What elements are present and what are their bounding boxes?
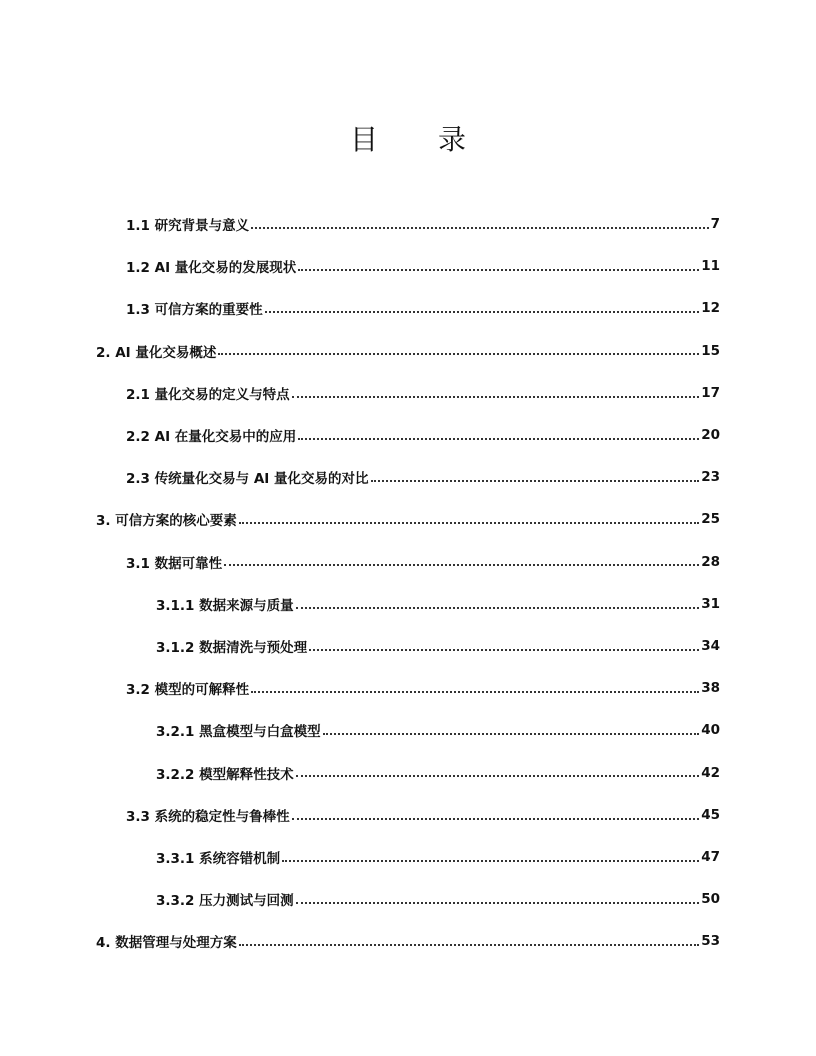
toc-dot-leader [296,888,700,904]
toc-dot-leader [309,635,699,651]
toc-entry[interactable] [96,330,720,372]
toc-entry-page-number: 34 [701,638,720,654]
toc-dot-leader [292,382,700,398]
toc-entry-page-number: 17 [701,384,720,401]
toc-entry[interactable] [126,372,720,414]
toc-entry[interactable] [126,203,720,245]
toc-entry[interactable] [156,836,720,878]
toc-title [0,118,816,158]
toc-entry-page-number: 47 [701,849,720,865]
toc-entry[interactable] [126,541,720,583]
toc-entry[interactable] [126,414,720,456]
toc-entry-page-number: 7 [710,216,720,232]
toc-dot-leader [296,762,700,778]
toc-entry-page-number: 42 [701,764,720,781]
toc-dot-leader [218,340,699,356]
toc-dot-leader [251,677,699,693]
toc-entry-label: 3.2.2 模型解释性技术 [156,766,294,783]
toc-entry[interactable] [96,920,720,962]
toc-entry-label: 1.3 可信方案的重要性 [126,302,263,319]
toc-entry-page-number: 20 [701,427,720,443]
toc-entry[interactable] [156,709,720,751]
toc-entry-page-number: 38 [701,680,720,697]
toc-dot-leader [298,255,699,271]
toc-entry-page-number: 11 [701,258,720,275]
toc-dot-leader [371,466,700,482]
toc-entry[interactable] [96,498,720,540]
toc-entry-label: 4. 数据管理与处理方案 [96,935,237,952]
toc-entry[interactable] [126,287,720,329]
toc-entry-page-number: 25 [701,511,720,528]
toc-entry[interactable] [126,245,720,287]
toc-dot-leader [239,509,699,525]
toc-entry-label: 3.1 数据可靠性 [126,555,223,572]
toc-dot-leader [323,720,700,736]
toc-entry-label: 3.3.1 系统容错机制 [156,851,281,867]
toc-entry[interactable] [156,752,720,794]
toc-entry-page-number: 45 [701,806,720,823]
toc-entry-label: 2.3 传统量化交易与 AI 量化交易的对比 [126,471,369,488]
toc-entry-page-number: 12 [701,300,720,317]
toc-dot-leader [251,213,708,229]
toc-entry-label: 1.2 AI 量化交易的发展现状 [126,260,297,277]
toc-entry-label: 3. 可信方案的核心要素 [96,513,237,530]
toc-entry[interactable] [126,667,720,709]
toc-entry-label: 3.1.2 数据清洗与预处理 [156,640,308,656]
toc-dot-leader [282,846,699,862]
toc-entry-label: 1.1 研究背景与意义 [126,218,250,234]
toc-dot-leader [292,804,700,820]
toc-entry-label: 2. AI 量化交易概述 [96,344,217,361]
toc-dot-leader [298,424,699,440]
toc-entry-label: 2.2 AI 在量化交易中的应用 [126,429,297,445]
toc-entry[interactable] [126,794,720,836]
toc-dot-leader [296,593,700,609]
toc-title-part1: 目 [349,123,378,156]
toc-entry-label: 3.3 系统的稳定性与鲁棒性 [126,808,290,825]
toc-dot-leader [265,298,700,314]
toc-entry-page-number: 50 [701,891,720,908]
toc-title-part2: 录 [438,123,467,156]
toc-entry-page-number: 31 [701,595,720,612]
toc-dot-leader [224,551,699,567]
toc-dot-leader [239,931,699,947]
toc-entry[interactable] [156,583,720,625]
toc-entry-page-number: 40 [701,722,720,739]
toc-entry[interactable] [156,625,720,667]
toc-entry-label: 3.1.1 数据来源与质量 [156,597,294,614]
toc-entry-label: 3.2 模型的可解释性 [126,682,250,699]
toc-entry-label: 2.1 量化交易的定义与特点 [126,386,290,403]
toc-entry-label: 3.2.1 黑盒模型与白盒模型 [156,724,321,741]
toc-entry-page-number: 28 [701,553,720,570]
toc-entry-page-number: 53 [701,933,720,950]
toc-entry-label: 3.3.2 压力测试与回测 [156,893,294,910]
toc-entry-page-number: 23 [701,469,720,486]
toc-entry-page-number: 15 [701,342,720,359]
toc-entry[interactable] [126,456,720,498]
toc-entry[interactable] [156,878,720,920]
